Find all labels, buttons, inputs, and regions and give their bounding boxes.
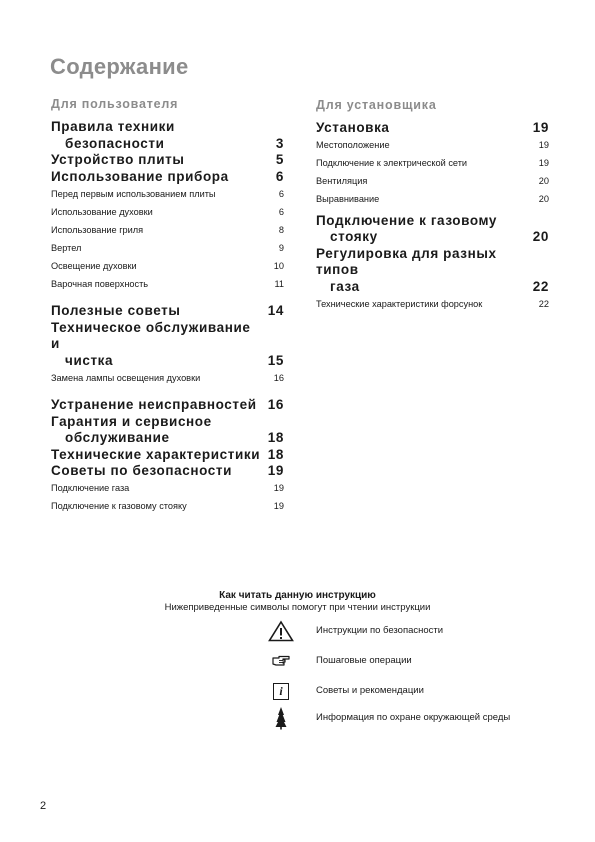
user-contents-column <box>51 97 284 516</box>
legend-item-environment <box>268 707 558 729</box>
page-number: 14 <box>267 303 284 318</box>
section-heading-installer: Для установщика <box>316 98 437 112</box>
page-number: 20 <box>532 229 549 244</box>
page-number: 5 <box>275 152 284 167</box>
toc-subentry[interactable]: Подключение газа 19 <box>51 483 284 493</box>
tree-icon <box>268 707 294 729</box>
toc-subentry[interactable]: Технические характеристики форсунок 22 <box>316 298 549 309</box>
page-number: 19 <box>532 120 549 135</box>
legend-item-safety <box>268 620 558 642</box>
toc-entry[interactable]: Устранение неисправностей 16 <box>51 397 284 412</box>
toc-entry[interactable]: Техническое обслуживание и чистка 15 <box>51 319 284 368</box>
info-icon: i <box>268 680 294 702</box>
legend-item-label: Пошаговые операции <box>316 655 412 666</box>
toc-entry[interactable]: Правила техники безопасности 3 <box>51 119 284 151</box>
toc-subentry[interactable]: Использование гриля 8 <box>51 224 284 235</box>
page-number: 22 <box>532 278 549 294</box>
page-number: 3 <box>275 135 284 151</box>
page-number: 16 <box>273 372 284 383</box>
page-number: 19 <box>538 140 549 150</box>
page-number: 19 <box>267 463 284 478</box>
warning-triangle-icon <box>268 620 294 642</box>
page-number: 11 <box>274 278 284 289</box>
section-heading-user: Для пользователя <box>51 97 179 111</box>
page-number: 18 <box>267 430 284 445</box>
toc-entry[interactable]: Гарантия и сервисное обслуживание 18 <box>51 413 284 445</box>
page-number: 22 <box>538 298 549 309</box>
page-number: 18 <box>267 446 284 462</box>
page-number: 19 <box>538 158 549 168</box>
page-number: 6 <box>278 206 284 217</box>
toc-subentry[interactable]: Перед первым использованием плиты 6 <box>51 188 284 199</box>
page-number: 10 <box>273 260 284 271</box>
page-number: 20 <box>538 176 549 186</box>
toc-subentry[interactable]: Вертел 9 <box>51 242 284 253</box>
toc-subentry[interactable]: Вентиляция 20 <box>316 176 549 186</box>
toc-entry[interactable]: Регулировка для разных типов газа 22 <box>316 245 549 294</box>
legend-item-label: Советы и рекомендации <box>316 685 424 696</box>
page-number: 6 <box>275 168 284 184</box>
toc-subentry[interactable]: Подключение к электрической сети 19 <box>316 158 549 168</box>
page-number-footer: 2 <box>40 800 47 812</box>
page-number: 6 <box>278 188 284 199</box>
symbols-legend <box>110 590 485 614</box>
page-number: 8 <box>278 224 284 235</box>
toc-subentry[interactable]: Местоположение 19 <box>316 140 549 150</box>
toc-entry[interactable]: Подключение к газовому стояку 20 <box>316 212 549 244</box>
toc-entry[interactable]: Устройство плиты 5 <box>51 152 284 167</box>
page-number: 15 <box>267 352 284 368</box>
toc-entry[interactable]: Установка 19 <box>316 120 549 135</box>
legend-item-steps <box>268 650 558 672</box>
toc-subentry[interactable]: Использование духовки 6 <box>51 206 284 217</box>
pointing-hand-icon <box>268 650 294 672</box>
legend-subtitle: Нижеприведенные символы помогут при чтении инструкции <box>164 602 431 613</box>
page-number: 19 <box>273 483 284 493</box>
toc-entry[interactable]: Использование прибора 6 <box>51 168 284 184</box>
toc-subentry[interactable]: Освещение духовки 10 <box>51 260 284 271</box>
legend-item-tips <box>268 680 558 702</box>
toc-subentry[interactable]: Подключение к газовому стояку 19 <box>51 501 284 511</box>
legend-item-label: Инструкции по безопасности <box>316 625 444 636</box>
toc-entry[interactable]: Технические характеристики 18 <box>51 446 284 462</box>
toc-subentry[interactable]: Варочная поверхность 11 <box>51 278 284 289</box>
legend-title: Как читать данную инструкцию <box>219 590 376 601</box>
toc-subentry[interactable]: Выравнивание 20 <box>316 194 549 204</box>
page-number: 9 <box>278 242 284 253</box>
toc-entry[interactable]: Полезные советы 14 <box>51 303 284 318</box>
toc-subentry[interactable]: Замена лампы освещения духовки 16 <box>51 372 284 383</box>
toc-entry[interactable]: Советы по безопасности 19 <box>51 463 284 478</box>
installer-contents-column <box>316 98 549 313</box>
page-number: 16 <box>267 397 284 412</box>
page-number: 20 <box>538 194 549 204</box>
page-title: Содержание <box>50 54 189 79</box>
legend-item-label: Информация по охране окружающей среды <box>316 712 511 723</box>
page-number: 19 <box>273 501 284 511</box>
